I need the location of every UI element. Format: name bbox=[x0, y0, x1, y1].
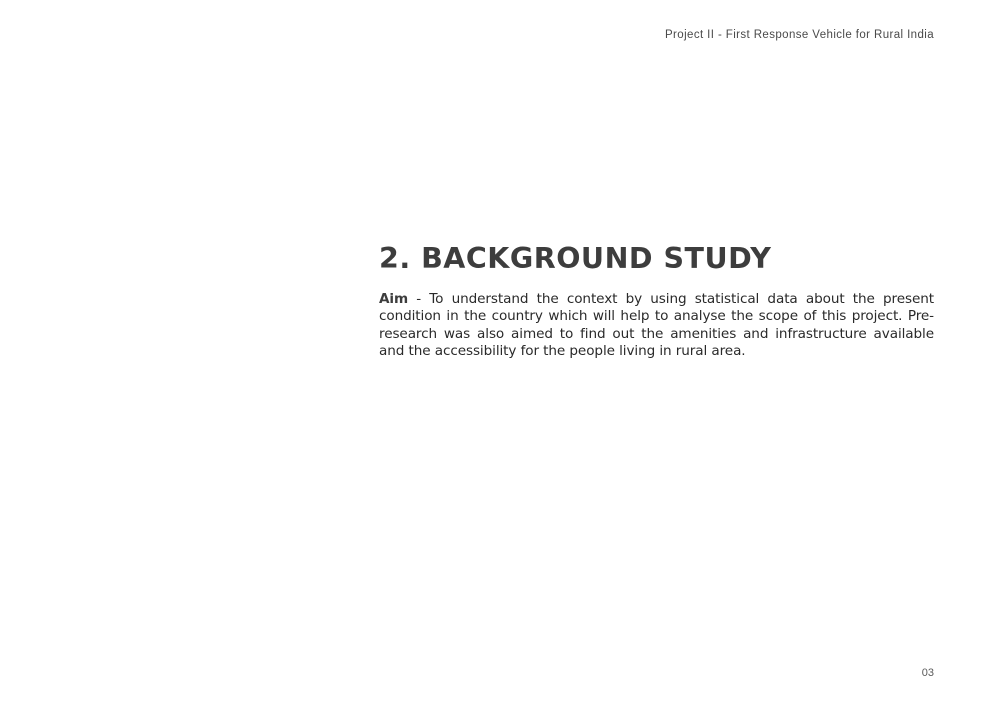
aim-label: Aim bbox=[379, 291, 409, 307]
running-header: Project II - First Response Vehicle for Rural India bbox=[664, 29, 934, 41]
section-title: 2. BACKGROUND STUDY bbox=[379, 242, 772, 275]
aim-text: - To understand the context by using statistical data about the present condition in the country which will help to analyse the scope of this project. Pre-research was also aimed to find out the amenities and infrastructure available and the accessibility for the people living in rural area. bbox=[379, 291, 934, 359]
section-content bbox=[379, 240, 934, 360]
aim-paragraph bbox=[379, 291, 934, 360]
page-number: 03 bbox=[921, 667, 934, 679]
